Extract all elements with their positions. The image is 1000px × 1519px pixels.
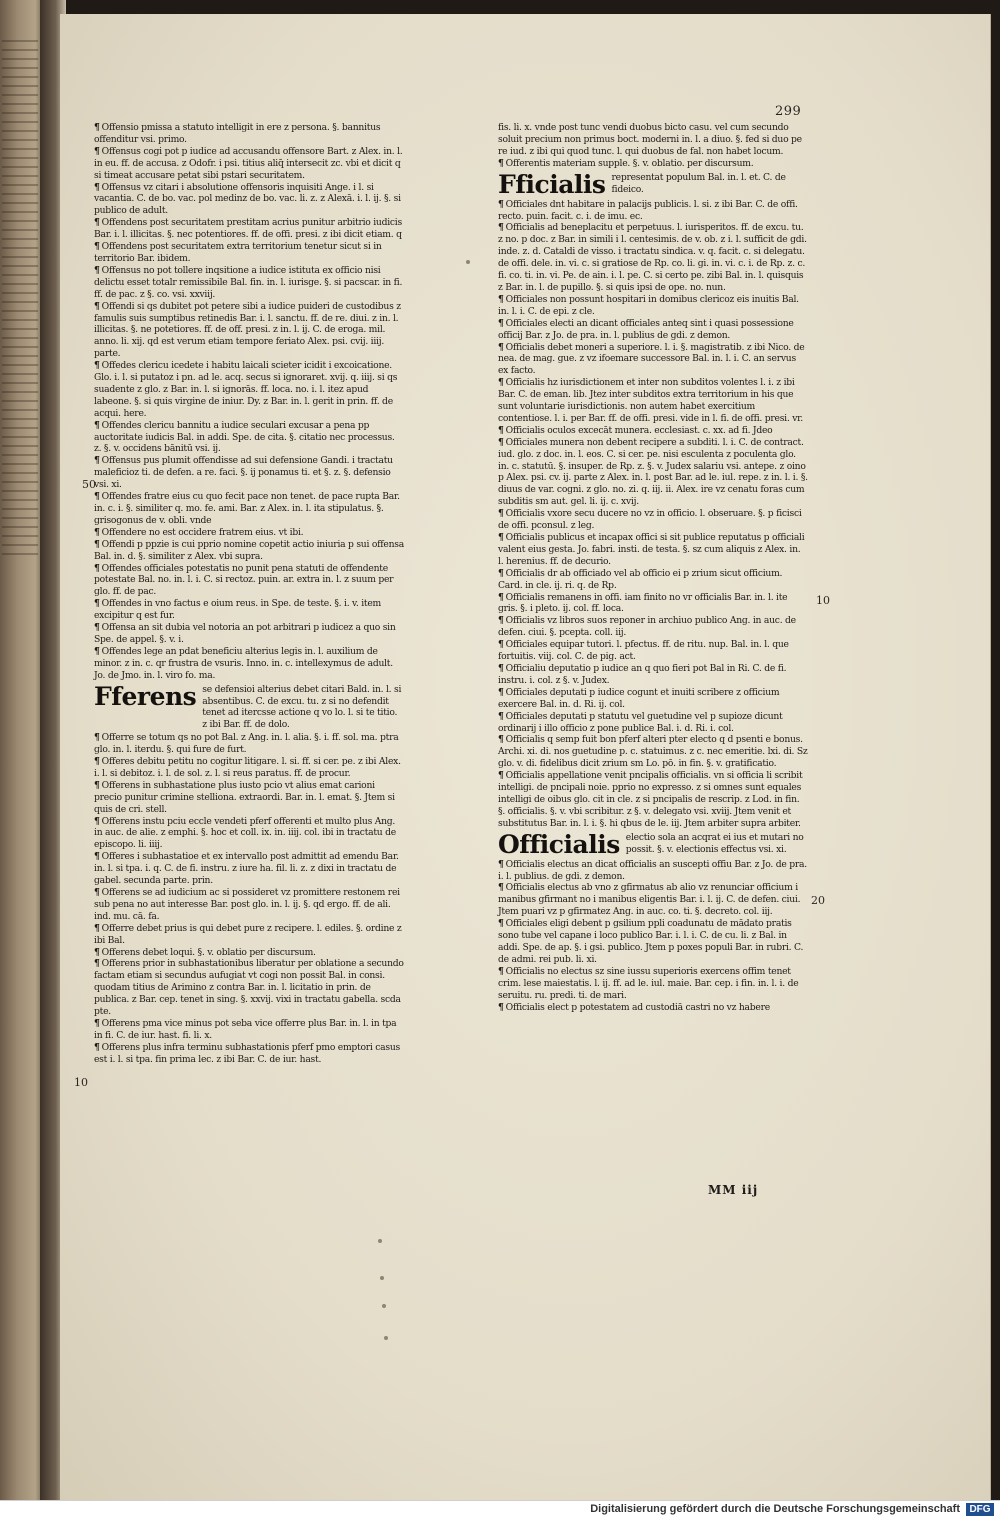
entry-text: Officiales deputati p iudice cogunt et inuiti scribere z officium exercere Bal. in. d. Ri. ij. col.	[498, 686, 780, 710]
paragraph-mark-icon: ¶	[498, 377, 504, 389]
paragraph-mark-icon: ¶	[94, 122, 100, 133]
paragraph-mark-icon: ¶	[498, 710, 504, 722]
right-text-column	[498, 122, 808, 1013]
entry-text: Offensus vz citari i absolutione offensoris inquisiti Ange. i l. si vacantia. C. de bo. vac. pol medinz de bo. vac. li. z. z Alexā. i. l. ij. §. si publico de adult.	[94, 181, 401, 217]
paragraph-mark-icon: ¶	[94, 455, 100, 467]
binding-hole	[380, 1276, 384, 1280]
entry-text: Offedes clericu icedete i habitu laicali scieter icidit i excoicatione. Glo. i. l. si putatoz i pn. ad le. acq. secus si ignoraret. xvij. q. iiij. si qs suadente z glo. z Bar. in. l. si ignorās. ff. loca. no. i. l. itez apud labeone. §. si quis virgine de iniur. Dy. z Bar. in. l. gerit in prin. ff. de acqui. here.	[94, 360, 398, 419]
entry	[94, 360, 404, 420]
entry	[94, 217, 404, 241]
entry-text: Offendes lege an pdat beneficiu alterius legis in. l. auxilium de minor. z in. c. qr frustra de vsuris. Inno. in. c. intellexymus de adult. Jo. de Jmo. in. l. viro fo. ma.	[94, 645, 393, 681]
entry	[498, 222, 808, 293]
paragraph-mark-icon: ¶	[94, 851, 100, 863]
paragraph-mark-icon: ¶	[498, 918, 504, 930]
paragraph-mark-icon: ¶	[498, 198, 504, 210]
paragraph-mark-icon: ¶	[498, 965, 504, 977]
headword-block-officialis	[498, 169, 808, 199]
entry-text: Offerens debet loqui. §. v. oblatio per discursum.	[101, 946, 316, 958]
entry	[498, 639, 808, 663]
entry-text: Officialis dr ab officiado vel ab officio ei p zrium sicut officium. Card. in cle. ij. ri. q. de Rp.	[498, 567, 783, 591]
entry-text: Officialis ad beneplacitu et perpetuus. l. iurisperitos. ff. de excu. tu. z no. p doc. z Bar. in simili i l. centesimis. de v. ob. z i. l. sufficit de gdi. inde. z. d. Cataldi de visso. i tractatu sindica. v. q. facit. c. si delegatu. de offi. dele. in. vi. c. si gratiose de Rp. co. li. gi. in. vi. c. i. de Rp. z. c. fi. co. ti. in. vi. Pe. de ain. i. l. pe. C. si certo pe. zibi Bal. in. l. quisquis z Bar. in. l. de pupillo. §. si quis ipsi de ope. no. nun.	[498, 222, 807, 293]
paragraph-mark-icon: ¶	[498, 222, 504, 234]
entry	[94, 958, 404, 1018]
entry-text: Officiales dnt habitare in palacijs publicis. l. si. z ibi Bar. C. de offi. recto. puin. facit. c. i. de imu. ec.	[498, 198, 798, 222]
binding-hole	[378, 1239, 382, 1243]
binding-hole	[384, 1336, 388, 1340]
margin-line-number: 50	[82, 478, 96, 491]
entry	[498, 568, 808, 592]
paragraph-mark-icon: ¶	[94, 1041, 100, 1053]
entry-text: Officialis vxore secu ducere no vz in officio. l. obseruare. §. p ficisci de offi. pconsul. z leg.	[498, 508, 802, 532]
entry	[498, 377, 808, 425]
entry-text: Officialis hz iurisdictionem et inter non subditos volentes l. i. z ibi Bar. C. de eman. lib. Jtez inter subditos extra territorium in his que sunt voluntarie iurisdictionis. non autem habet exercitium contentiose. l. i. per Bar. ff. de offi. presi. vide in l. fi. de offi. presi. vr.	[498, 377, 803, 424]
entry	[94, 455, 404, 491]
printer-signature: MM iij	[708, 1183, 759, 1197]
paragraph-mark-icon: ¶	[498, 686, 504, 698]
paragraph-mark-icon: ¶	[498, 882, 504, 894]
paragraph-mark-icon: ¶	[94, 241, 100, 253]
entry	[94, 563, 404, 599]
paragraph-mark-icon: ¶	[498, 615, 504, 627]
paragraph-mark-icon: ¶	[498, 591, 504, 603]
entry-text: Offensus pus plumit offendisse ad sui defensione Gandi. i tractatu maleficioz ti. de defen. a re. faci. §. ij ponamus ti. et §. z. §. defensio vsi. xi.	[94, 455, 393, 491]
entry-text: Officiales deputati p statutu vel guetudine vel p supioze dicunt ordinarij i illo officio z pone publice Bal. i. d. Ri. i. col.	[498, 710, 783, 734]
headword: Officialis	[498, 829, 620, 859]
entry	[498, 294, 808, 318]
entry-text: Offendes in vno factus e oium reus. in Spe. de teste. §. i. v. item excipitur q est fur.	[94, 598, 381, 622]
entry-text: Officialis vz libros suos reponer in archiuo publico Ang. in auc. de defen. ciui. §. pcepta. coll. iij.	[498, 615, 796, 639]
paragraph-mark-icon: ¶	[94, 360, 100, 372]
left-text-column	[94, 122, 404, 1066]
entry	[94, 732, 404, 756]
entry	[94, 816, 404, 852]
entry	[94, 420, 404, 456]
entry	[94, 923, 404, 947]
entry-text: Offeres debitu petitu no cogitur litigare. l. si. ff. si cer. pe. z ibi Alex. i. l. si debitoz. i. l. de sol. z. l. si reus paratus. ff. de procur.	[94, 756, 401, 779]
entry-text: Offendes officiales potestatis no punit pena statuti de offendente potestate Bal. no. in. l. i. C. si rectoz. puin. ar. extra in. l. z suum per glo. ff. de pac.	[94, 562, 394, 598]
entry	[498, 342, 808, 378]
entry-text: Officiales electi an dicant officiales anteq sint i quasi possessione officij Bar. z Jo. de pra. in. l. publius de gdi. z demon.	[498, 317, 794, 341]
paragraph-mark-icon: ¶	[94, 622, 100, 634]
entry	[498, 734, 808, 770]
entry	[94, 146, 404, 182]
entry-offensio	[94, 122, 404, 146]
entry	[94, 241, 404, 265]
entry	[94, 622, 404, 646]
entry-text: Offerens pma vice minus pot seba vice offerre plus Bar. in. l. in tpa in fi. C. de iur. hast. fi. li. x.	[94, 1017, 397, 1041]
entry	[94, 851, 404, 887]
entry	[498, 318, 808, 342]
entry-text: Officialis electus an dicat officialis an suscepti offiu Bar. z Jo. de pra. i. l. publius. de gdi. z demon.	[498, 858, 807, 882]
previous-page-text-fragment	[2, 40, 38, 560]
paragraph-mark-icon: ¶	[498, 567, 504, 579]
paragraph-mark-icon: ¶	[94, 732, 100, 744]
entry-text: Offendere no est occidere fratrem eius. vt ibi.	[101, 526, 304, 538]
paragraph-mark-icon: ¶	[498, 1001, 504, 1013]
entry-text: Offerens prior in subhastationibus liberatur per oblatione a secundo factam etiam si secundus aufugiat vt cogi non possit Bal. in consi. quodam titius de Arimino z contra Bar. in. l. licitatio in prin. de publica. z Bar. cep. tenet in sing. §. xxvij. vixi in tractatu gabella. scda pte.	[94, 958, 404, 1018]
entry	[498, 770, 808, 830]
entry	[498, 711, 808, 735]
entry-text: Officialis remanens in offi. iam finito no vr officialis Bar. in. l. ite gris. §. i pleto. ij. col. ff. loca.	[498, 591, 788, 615]
paragraph-mark-icon: ¶	[94, 181, 100, 193]
entry	[94, 780, 404, 816]
entry	[498, 882, 808, 918]
entry	[498, 687, 808, 711]
paragraph-mark-icon: ¶	[498, 436, 504, 448]
entry-text: Offeres i subhastatioe et ex intervallo post admittit ad emendu Bar. in. l. si tpa. i. q. C. de fi. instru. z iure ha. fil. li. z. z dixi in tractatu de gabel. secunda parte. prin.	[94, 851, 399, 887]
entry	[498, 158, 808, 170]
paragraph-mark-icon: ¶	[94, 958, 100, 970]
entry-text: Offerre se totum qs no pot Bal. z Ang. in. l. alia. §. i. ff. sol. ma. ptra glo. in. l. iterdu. §. qui fure de furt.	[94, 732, 399, 756]
entry-text: Officiales non possunt hospitari in domibus clericoz eis inuitis Bal. in. l. i. C. de epi. z cle.	[498, 293, 799, 317]
entry-text: Officiales munera non debent recipere a subditi. l. i. C. de contract. iud. glo. z doc. in. l. eos. C. si cer. pe. nisi esculenta z poculenta glo. in. c. statutū. §. insuper. de Rp. z. §. v. Judex salariu vsi. antepe. z oino p Alex. psi. cv. ij. parte z Alex. in. l. post Bar. ad le. iul. repe. z in. l. i. §. diuus de var. cogni. z glo. no. zi. q. iij. ii. Alex. ire vz cenatu foras cum subditis sm aut. gel. li. ij. c. xvij.	[498, 436, 808, 508]
entry-text: Offendens post securitatem prestitam acrius punitur arbitrio iudicis Bar. i. l. illicitas. §. nec potentiores. ff. de offi. presi. z ibi dicit etiam. q	[94, 217, 402, 241]
paragraph-mark-icon: ¶	[94, 946, 100, 958]
entry-text: Officialis q semp fuit bon pferf alteri pter electo q d psenti e bonus. Archi. xi. di. nos guetudine p. c. statuimus. z c. nec emeritie. lxi. di. Sz glo. v. di. fidelibus dicit zrium sm Lo. pō. in fin. §. v. gratificatio.	[498, 734, 808, 770]
entry-text: Officialis oculos excecāt munera. ecclesiast. c. xx. ad fi. Jdeo	[505, 424, 773, 436]
paragraph-mark-icon: ¶	[94, 538, 100, 550]
entry-text: Offerens instu pciu eccle vendeti pferf offerenti et multo plus Ang. in auc. de alie. z emphi. §. hoc et coll. ix. in. iiij. col. ibi in tractatu de episcopo. li. iiij.	[94, 815, 396, 851]
funding-credit: Digitalisierung gefördert durch die Deutsche Forschungsgemeinschaft	[590, 1503, 960, 1515]
entry	[94, 1042, 404, 1066]
paragraph-mark-icon: ¶	[94, 887, 100, 898]
margin-line-number: 10	[74, 1076, 88, 1089]
entry	[498, 532, 808, 568]
paragraph-mark-icon: ¶	[498, 424, 504, 436]
entry	[94, 947, 404, 959]
entry-text: Offerens in subhastatione plus iusto pcio vt alius emat carioni precio punitur crimine stelliona. extraordi. Bar. in. l. emat. §. Jtem si quis de cri. stell.	[94, 779, 395, 815]
entry	[498, 1002, 808, 1014]
entry	[94, 265, 404, 301]
entry	[94, 1018, 404, 1042]
entry-text: Offensus no pot tollere inqsitione a iudice istituta ex officio nisi delictu esset totalr remissibile Bal. fin. in. l. iurisge. §. si pacscar. in fi. ff. de pac. z §. co. vsi. xxviij.	[94, 264, 403, 300]
entry	[498, 615, 808, 639]
entry-text: Offerens se ad iudicium ac si possideret vz promittere restonem rei sub pena no aut interesse Bar. post glo. in. l. ij. §. qd ergo. ff. de ali. ind. mu. cā. fa.	[94, 887, 400, 922]
entry-continuation	[498, 122, 808, 158]
entry	[94, 301, 404, 361]
entry	[498, 859, 808, 883]
entry-text: fis. li. x. vnde post tunc vendi duobus bicto casu. vel cum secundo soluit precium non primus boct. moderni in. l. a diuo. §. fed si duo pe re iud. z ibi qui quod tunc. l. qui duobus de fal. non habet locum.	[498, 122, 802, 157]
dfg-logo-icon: DFG	[966, 1503, 994, 1516]
margin-line-number: 10	[816, 594, 830, 607]
entry-text: Officialis elect p potestatem ad custodiā castri no vz habere	[505, 1001, 770, 1013]
paragraph-mark-icon: ¶	[498, 341, 504, 353]
entry-text: Officiales eligi debent p gsilium ppli coadunatu de mādato pratis sono tube vel capane i loco publico Bar. i. l. i. C. de cu. li. z Bal. in addi. Spe. de ap. §. i gsi. publico. Jtem p poxes populi Bar. in rubri. C. de admi. rei pub. li. xi.	[498, 918, 804, 965]
entry-text: Officialis appellatione venit pncipalis officialis. vn si officia li scribit intelligi. de pncipali noie. pprio no expresso. z si omnes sunt equales intelligi de oibus glo. cit in cle. z si pncipalis de rescrip. z Lod. in fin. §. officialis. §. v. vbi scribitur. z §. v. delegato vsi. xviij. Jtem venit et substitutus Bar. in. l. i. §. hi qbus de le. iij. Jtem arbiter supra arbiter.	[498, 770, 803, 829]
paragraph-mark-icon: ¶	[498, 770, 504, 782]
previous-page-edge	[0, 0, 44, 1500]
page-number: 299	[775, 104, 802, 119]
entry	[94, 527, 404, 539]
headword-gloss: electio sola an acqrat ei ius et mutari no possit. §. v. electionis effectus vsi. xi.	[625, 831, 804, 855]
digitization-footer	[0, 1500, 1000, 1519]
entry-text: Offendi si qs dubitet pot petere sibi a iudice puideri de custodibus z famulis suis sumptibus retinedis Bar. i. l. sanctu. ff. de re. diui. z in. l. illicitas. §. ne potetiores. ff. de off. presi. z in. l. ij. C. de eroga. mil. anno. li. xij. qd est verum etiam tempore feriato Alex. psi. cvij. iiij. parte.	[94, 300, 401, 360]
entry-text: Officialis no electus sz sine iussu superioris exercens offim tenet crim. lese maiestatis. l. ij. ff. ad le. iul. maie. Bar. cep. i fin. in. l. i. de seruitu. ru. predi. ti. de mari.	[498, 965, 799, 1001]
paragraph-mark-icon: ¶	[94, 526, 100, 538]
paragraph-mark-icon: ¶	[94, 217, 100, 229]
entry-text: Offerre debet prius is qui debet pure z recipere. l. ediles. §. ordine z ibi Bal.	[94, 922, 402, 946]
entry	[94, 598, 404, 622]
entry-text: Offensio pmissa a statuto intelligit in ere z persona. §. bannitus offenditur vsi. primo.	[94, 122, 381, 145]
paragraph-mark-icon: ¶	[498, 508, 504, 520]
headword-gloss: se defensioi alterius debet citari Bald. in. l. si absentibus. C. de excu. tu. z si no defendit tenet ad itercsse actione q vo lo. l. si te titio. z ibi Bar. ff. de dolo.	[202, 683, 402, 731]
paragraph-mark-icon: ¶	[94, 300, 100, 312]
paragraph-mark-icon: ¶	[94, 922, 100, 934]
entry-text: Offendi p ppzie is cui pprio nomine copetit actio iniuria p sui offensa Bal. in. d. §. similiter z Alex. vbi supra.	[94, 538, 404, 562]
paragraph-mark-icon: ¶	[94, 645, 100, 657]
paragraph-mark-icon: ¶	[498, 858, 504, 870]
entry	[498, 663, 808, 687]
entry-text: Offerentis materiam supple. §. v. oblatio. per discursum.	[505, 157, 754, 169]
headword: Fferens	[94, 681, 197, 711]
headword: Fficialis	[498, 169, 606, 199]
entry	[498, 199, 808, 223]
entry	[498, 592, 808, 616]
paragraph-mark-icon: ¶	[498, 532, 504, 543]
paragraph-mark-icon: ¶	[498, 317, 504, 329]
margin-line-number: 20	[811, 894, 825, 907]
entry	[498, 437, 808, 508]
entry	[94, 646, 404, 682]
paragraph-mark-icon: ¶	[94, 562, 100, 574]
paragraph-mark-icon: ¶	[94, 264, 100, 276]
entry-text: Officialiu deputatio p iudice an q quo fieri pot Bal in Ri. C. de fi. instru. i. col. z §. v. Judex.	[498, 662, 787, 686]
entry-text: Offerens plus infra terminu subhastationis pferf pmo emptori casus est i. l. si tpa. fin prima lec. z ibi Bar. C. de iur. hast.	[94, 1041, 401, 1065]
paragraph-mark-icon: ¶	[94, 756, 100, 768]
headword-gloss: representat populum Bal. in. l. et. C. de fideico.	[611, 171, 786, 195]
headword-block-offerens	[94, 681, 404, 732]
paragraph-mark-icon: ¶	[94, 1017, 100, 1029]
entry-text: Officialis electus ab vno z gfirmatus ab alio vz renunciar officium i manibus gfirmant no i manibus eligentis Bar. i. l. ij. C. de defen. ciui. Jtem puari vz p gfirmatez Ang. in auc. co. ti. §. decreto. col. iij.	[498, 882, 801, 918]
entry	[498, 508, 808, 532]
binding-hole	[382, 1304, 386, 1308]
entry-text: Officiales equipar tutori. l. pfectus. ff. de ritu. nup. Bal. in. l. que fortuitis. viij. col. C. de pig. act.	[498, 639, 789, 663]
entry	[94, 182, 404, 218]
entry-text: Officialis debet moneri a superiore. l. i. §. magistratib. z ibi Nico. de nea. de mag. gue. z vz ifoemare successore Bal. in. l. i. C. an servus ex facto.	[498, 341, 805, 377]
paragraph-mark-icon: ¶	[94, 491, 100, 503]
entry	[94, 539, 404, 563]
paragraph-mark-icon: ¶	[94, 815, 100, 827]
entry	[498, 425, 808, 437]
paragraph-mark-icon: ¶	[94, 419, 100, 431]
paragraph-mark-icon: ¶	[498, 639, 504, 651]
entry-text: Offensus cogi pot p iudice ad accusandu offensore Bart. z Alex. in. l. in eu. ff. de accusa. z Odofr. i psi. titius aliq̄ intersecit zc. vbi et dicit q si timeat accusare petat sibi pstari securitatem.	[94, 145, 403, 181]
paragraph-mark-icon: ¶	[498, 734, 504, 746]
paragraph-mark-icon: ¶	[94, 145, 100, 157]
paragraph-mark-icon: ¶	[94, 598, 100, 610]
paragraph-mark-icon: ¶	[94, 779, 100, 791]
entry	[94, 491, 404, 527]
entry-text: Offendens post securitatem extra territorium tenetur sicut si in territorio Bar. ibidem.	[94, 241, 382, 264]
headword-block-officialis-electio	[498, 829, 808, 859]
paragraph-mark-icon: ¶	[498, 157, 504, 169]
entry	[94, 756, 404, 780]
binding-hole	[466, 260, 470, 264]
entry	[94, 887, 404, 923]
entry-text: Officialis publicus et incapax offici si sit publice reputatus p officiali valent eius gesta. Jo. fabri. insti. de testa. §. sz cum aliquis z Alex. in. l. herenius. ff. de decurio.	[498, 532, 805, 567]
entry-text: Offendes fratre eius cu quo fecit pace non tenet. de pace rupta Bar. in. c. i. §. similiter q. mo. fe. ami. Bar. z Alex. in. l. ita stipulatus. §. grisogonus de v. obli. vnde	[94, 491, 400, 526]
entry	[498, 966, 808, 1002]
paragraph-mark-icon: ¶	[498, 293, 504, 305]
paragraph-mark-icon: ¶	[498, 662, 504, 674]
entry-text: Offensa an sit dubia vel notoria an pot arbitrari p iudicez a quo sin Spe. de appel. §. v. i.	[94, 622, 396, 645]
entry-text: Offendes clericu bannitu a iudice seculari excusar a pena pp auctoritate iudicis Bal. in addi. Spe. de cita. §. citatio nec processus. z. §. v. occidens bānitū vsi. ij.	[94, 419, 395, 455]
entry	[498, 918, 808, 966]
